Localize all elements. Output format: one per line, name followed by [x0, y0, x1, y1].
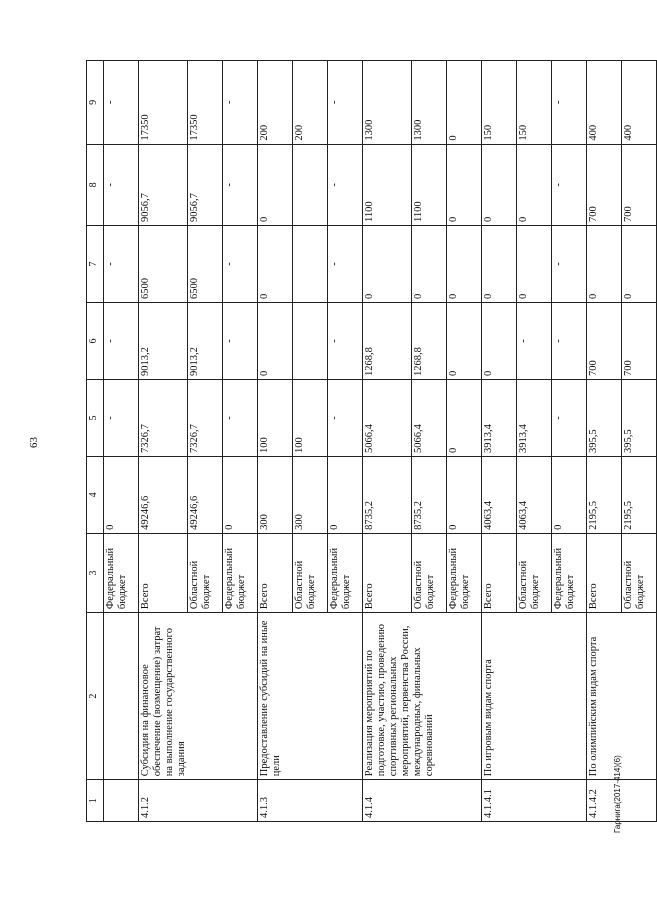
amount-cell: 200: [293, 61, 328, 145]
amount-cell: 9056,7: [188, 144, 223, 225]
table-row: [482, 61, 517, 822]
amount-cell: -: [552, 379, 587, 456]
amount-cell: 49246,6: [139, 456, 188, 533]
amount-cell: 300: [293, 456, 328, 533]
amount-cell: -: [223, 379, 258, 456]
amount-cell: 5066,4: [363, 379, 412, 456]
table-row: [587, 61, 622, 822]
item-code: 4.1.3: [258, 780, 363, 822]
amount-cell: 9056,7: [139, 144, 188, 225]
amount-cell: 1300: [412, 61, 447, 145]
amount-cell: 4063,4: [482, 456, 517, 533]
amount-cell: 1300: [363, 61, 412, 145]
amount-cell: 150: [482, 61, 517, 145]
funding-source: Федеральный бюджет: [552, 533, 587, 612]
item-name: [104, 613, 139, 780]
column-number: 8: [87, 144, 104, 225]
item-name: По игровым видам спорта: [482, 613, 587, 780]
amount-cell: 700: [587, 303, 622, 380]
item-code: [104, 780, 139, 822]
table-row: [363, 61, 412, 822]
amount-cell: -: [517, 303, 552, 380]
amount-cell: 9013,2: [139, 303, 188, 380]
amount-cell: 400: [587, 61, 622, 145]
column-number: 5: [87, 379, 104, 456]
amount-cell: -: [552, 61, 587, 145]
amount-cell: 300: [258, 456, 293, 533]
amount-cell: 0: [447, 303, 482, 380]
amount-cell: 400: [622, 61, 657, 145]
item-code: 4.1.4.2: [587, 780, 657, 822]
amount-cell: 0: [587, 226, 622, 303]
amount-cell: [293, 144, 328, 225]
column-number: 1: [87, 780, 104, 822]
amount-cell: 200: [258, 61, 293, 145]
table-row: [258, 61, 293, 822]
table-row: [104, 61, 139, 822]
amount-cell: -: [104, 303, 139, 380]
amount-cell: 9013,2: [188, 303, 223, 380]
document-code: Гарнига(2017-414)(6): [613, 755, 622, 833]
amount-cell: 0: [482, 303, 517, 380]
amount-cell: 8735,2: [363, 456, 412, 533]
amount-cell: 700: [587, 144, 622, 225]
funding-source: Всего: [587, 533, 622, 612]
page-number: 63: [28, 437, 40, 448]
amount-cell: 0: [223, 456, 258, 533]
amount-cell: 2195,5: [622, 456, 657, 533]
funding-source: Всего: [482, 533, 517, 612]
amount-cell: 0: [447, 226, 482, 303]
amount-cell: 1100: [363, 144, 412, 225]
amount-cell: 100: [293, 379, 328, 456]
amount-cell: 0: [447, 61, 482, 145]
amount-cell: -: [552, 144, 587, 225]
amount-cell: 0: [447, 144, 482, 225]
amount-cell: -: [223, 303, 258, 380]
amount-cell: -: [104, 61, 139, 145]
funding-source: Всего: [139, 533, 188, 612]
item-name: Субсидия на финансовое обеспечение (возмещение) затрат на выполнение государственного задания: [139, 613, 258, 780]
column-number: 9: [87, 61, 104, 145]
column-number: 7: [87, 226, 104, 303]
funding-source: Областной бюджет: [293, 533, 328, 612]
amount-cell: -: [104, 144, 139, 225]
amount-cell: 0: [258, 303, 293, 380]
column-number: 2: [87, 613, 104, 780]
amount-cell: 0: [258, 226, 293, 303]
funding-source: Всего: [363, 533, 412, 612]
amount-cell: 4063,4: [517, 456, 552, 533]
item-code: 4.1.4.1: [482, 780, 587, 822]
table-body: [87, 61, 657, 822]
amount-cell: 8735,2: [412, 456, 447, 533]
amount-cell: 150: [517, 61, 552, 145]
funding-source: Областной бюджет: [412, 533, 447, 612]
amount-cell: 49246,6: [188, 456, 223, 533]
amount-cell: 17350: [188, 61, 223, 145]
item-code: 4.1.4: [363, 780, 482, 822]
amount-cell: 0: [517, 226, 552, 303]
amount-cell: 700: [622, 144, 657, 225]
amount-cell: 0: [447, 456, 482, 533]
funding-source: Федеральный бюджет: [104, 533, 139, 612]
amount-cell: -: [104, 379, 139, 456]
amount-cell: 0: [363, 226, 412, 303]
amount-cell: -: [223, 144, 258, 225]
column-number: 6: [87, 303, 104, 380]
column-number: 3: [87, 533, 104, 612]
amount-cell: 1268,8: [363, 303, 412, 380]
amount-cell: -: [223, 226, 258, 303]
item-code: 4.1.2: [139, 780, 258, 822]
funding-source: Федеральный бюджет: [447, 533, 482, 612]
column-number-row: [87, 61, 104, 822]
amount-cell: 0: [412, 226, 447, 303]
amount-cell: 6500: [139, 226, 188, 303]
amount-cell: 0: [104, 456, 139, 533]
amount-cell: 395,5: [587, 379, 622, 456]
amount-cell: -: [552, 303, 587, 380]
budget-table: [86, 60, 657, 822]
item-name: Предоставление субсидий на иные цели: [258, 613, 363, 780]
amount-cell: 0: [482, 144, 517, 225]
amount-cell: 17350: [139, 61, 188, 145]
amount-cell: 1268,8: [412, 303, 447, 380]
amount-cell: [293, 226, 328, 303]
funding-source: Всего: [258, 533, 293, 612]
amount-cell: 3913,4: [482, 379, 517, 456]
table-row: [139, 61, 188, 822]
amount-cell: 0: [447, 379, 482, 456]
amount-cell: -: [104, 226, 139, 303]
amount-cell: 0: [482, 226, 517, 303]
amount-cell: -: [223, 61, 258, 145]
amount-cell: 7326,7: [188, 379, 223, 456]
amount-cell: [293, 303, 328, 380]
amount-cell: 0: [622, 226, 657, 303]
column-number: 4: [87, 456, 104, 533]
amount-cell: 100: [258, 379, 293, 456]
amount-cell: 3913,4: [517, 379, 552, 456]
amount-cell: 0: [258, 144, 293, 225]
amount-cell: -: [328, 144, 363, 225]
funding-source: Областной бюджет: [188, 533, 223, 612]
amount-cell: 700: [622, 303, 657, 380]
amount-cell: 1100: [412, 144, 447, 225]
funding-source: Областной бюджет: [622, 533, 657, 612]
amount-cell: 0: [552, 456, 587, 533]
amount-cell: 395,5: [622, 379, 657, 456]
funding-source: Федеральный бюджет: [223, 533, 258, 612]
amount-cell: -: [328, 379, 363, 456]
funding-source: Федеральный бюджет: [328, 533, 363, 612]
item-name: Реализация мероприятий по подготовке, участию, проведению спортивных региональных мероприятий, первенства России, международных, финальных соревнований: [363, 613, 482, 780]
item-name: По олимпийским видам спорта: [587, 613, 657, 780]
amount-cell: 2195,5: [587, 456, 622, 533]
funding-source: Областной бюджет: [517, 533, 552, 612]
amount-cell: -: [328, 303, 363, 380]
amount-cell: 0: [328, 456, 363, 533]
amount-cell: 0: [517, 144, 552, 225]
amount-cell: -: [328, 226, 363, 303]
amount-cell: -: [328, 61, 363, 145]
amount-cell: 5066,4: [412, 379, 447, 456]
amount-cell: 6500: [188, 226, 223, 303]
amount-cell: 7326,7: [139, 379, 188, 456]
amount-cell: -: [552, 226, 587, 303]
